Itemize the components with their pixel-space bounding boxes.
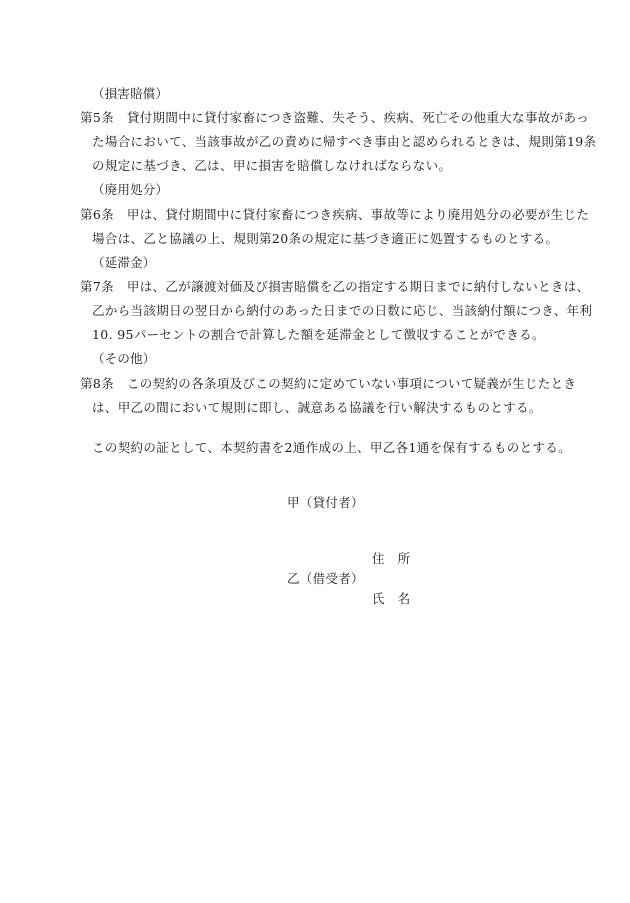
name-label: 氏 名 — [372, 591, 411, 606]
borrower-label: 乙（借受者） — [287, 571, 364, 586]
lender-label: 甲（貸付者） — [287, 495, 364, 510]
article-8-heading: （その他） — [92, 351, 156, 366]
article-5-heading: （損害賠償） — [92, 86, 169, 101]
article-7-line-3: 10. 95パーセントの割合で計算した額を延滞金として徴収することができる。 — [92, 327, 545, 342]
article-6-line-1: 第6条 甲は、貸付期間中に貸付家畜につき疾病、事故等により廃用処分の必要が生じた — [80, 207, 590, 222]
address-label: 住 所 — [372, 551, 411, 566]
article-7-line-2: 乙から当該期日の翌日から納付のあった日までの日数に応じ、当該納付額につき、年利 — [92, 303, 593, 318]
article-6-heading: （廃用処分） — [92, 182, 169, 197]
article-5-line-3: の規定に基づき、乙は、甲に損害を賠償しなければならない。 — [92, 158, 452, 173]
article-6-line-2: 場合は、乙と協議の上、規則第20条の規定に基づき適正に処置するものとする。 — [92, 231, 559, 246]
closing-statement: この契約の証として、本契約書を2通作成の上、甲乙各1通を保有するものとする。 — [92, 440, 571, 455]
article-8-line-2: は、甲乙の間において規則に即し、誠意ある協議を行い解決するものとする。 — [92, 400, 542, 415]
article-5-line-2: た場合において、当該事故が乙の責めに帰すべき事由と認められるときは、規則第19条 — [92, 134, 597, 149]
article-8-line-1: 第8条 この契約の各条項及びこの契約に定めていない事項について疑義が生じたとき — [80, 376, 577, 391]
article-5-line-1: 第5条 貸付期間中に貸付家畜につき盗難、失そう、疾病、死亡その他重大な事故があっ — [80, 110, 590, 125]
article-7-heading: （延滞金） — [92, 255, 156, 270]
article-7-line-1: 第7条 甲は、乙が譲渡対価及び損害賠償を乙の指定する期日までに納付しないときは、 — [80, 279, 590, 294]
